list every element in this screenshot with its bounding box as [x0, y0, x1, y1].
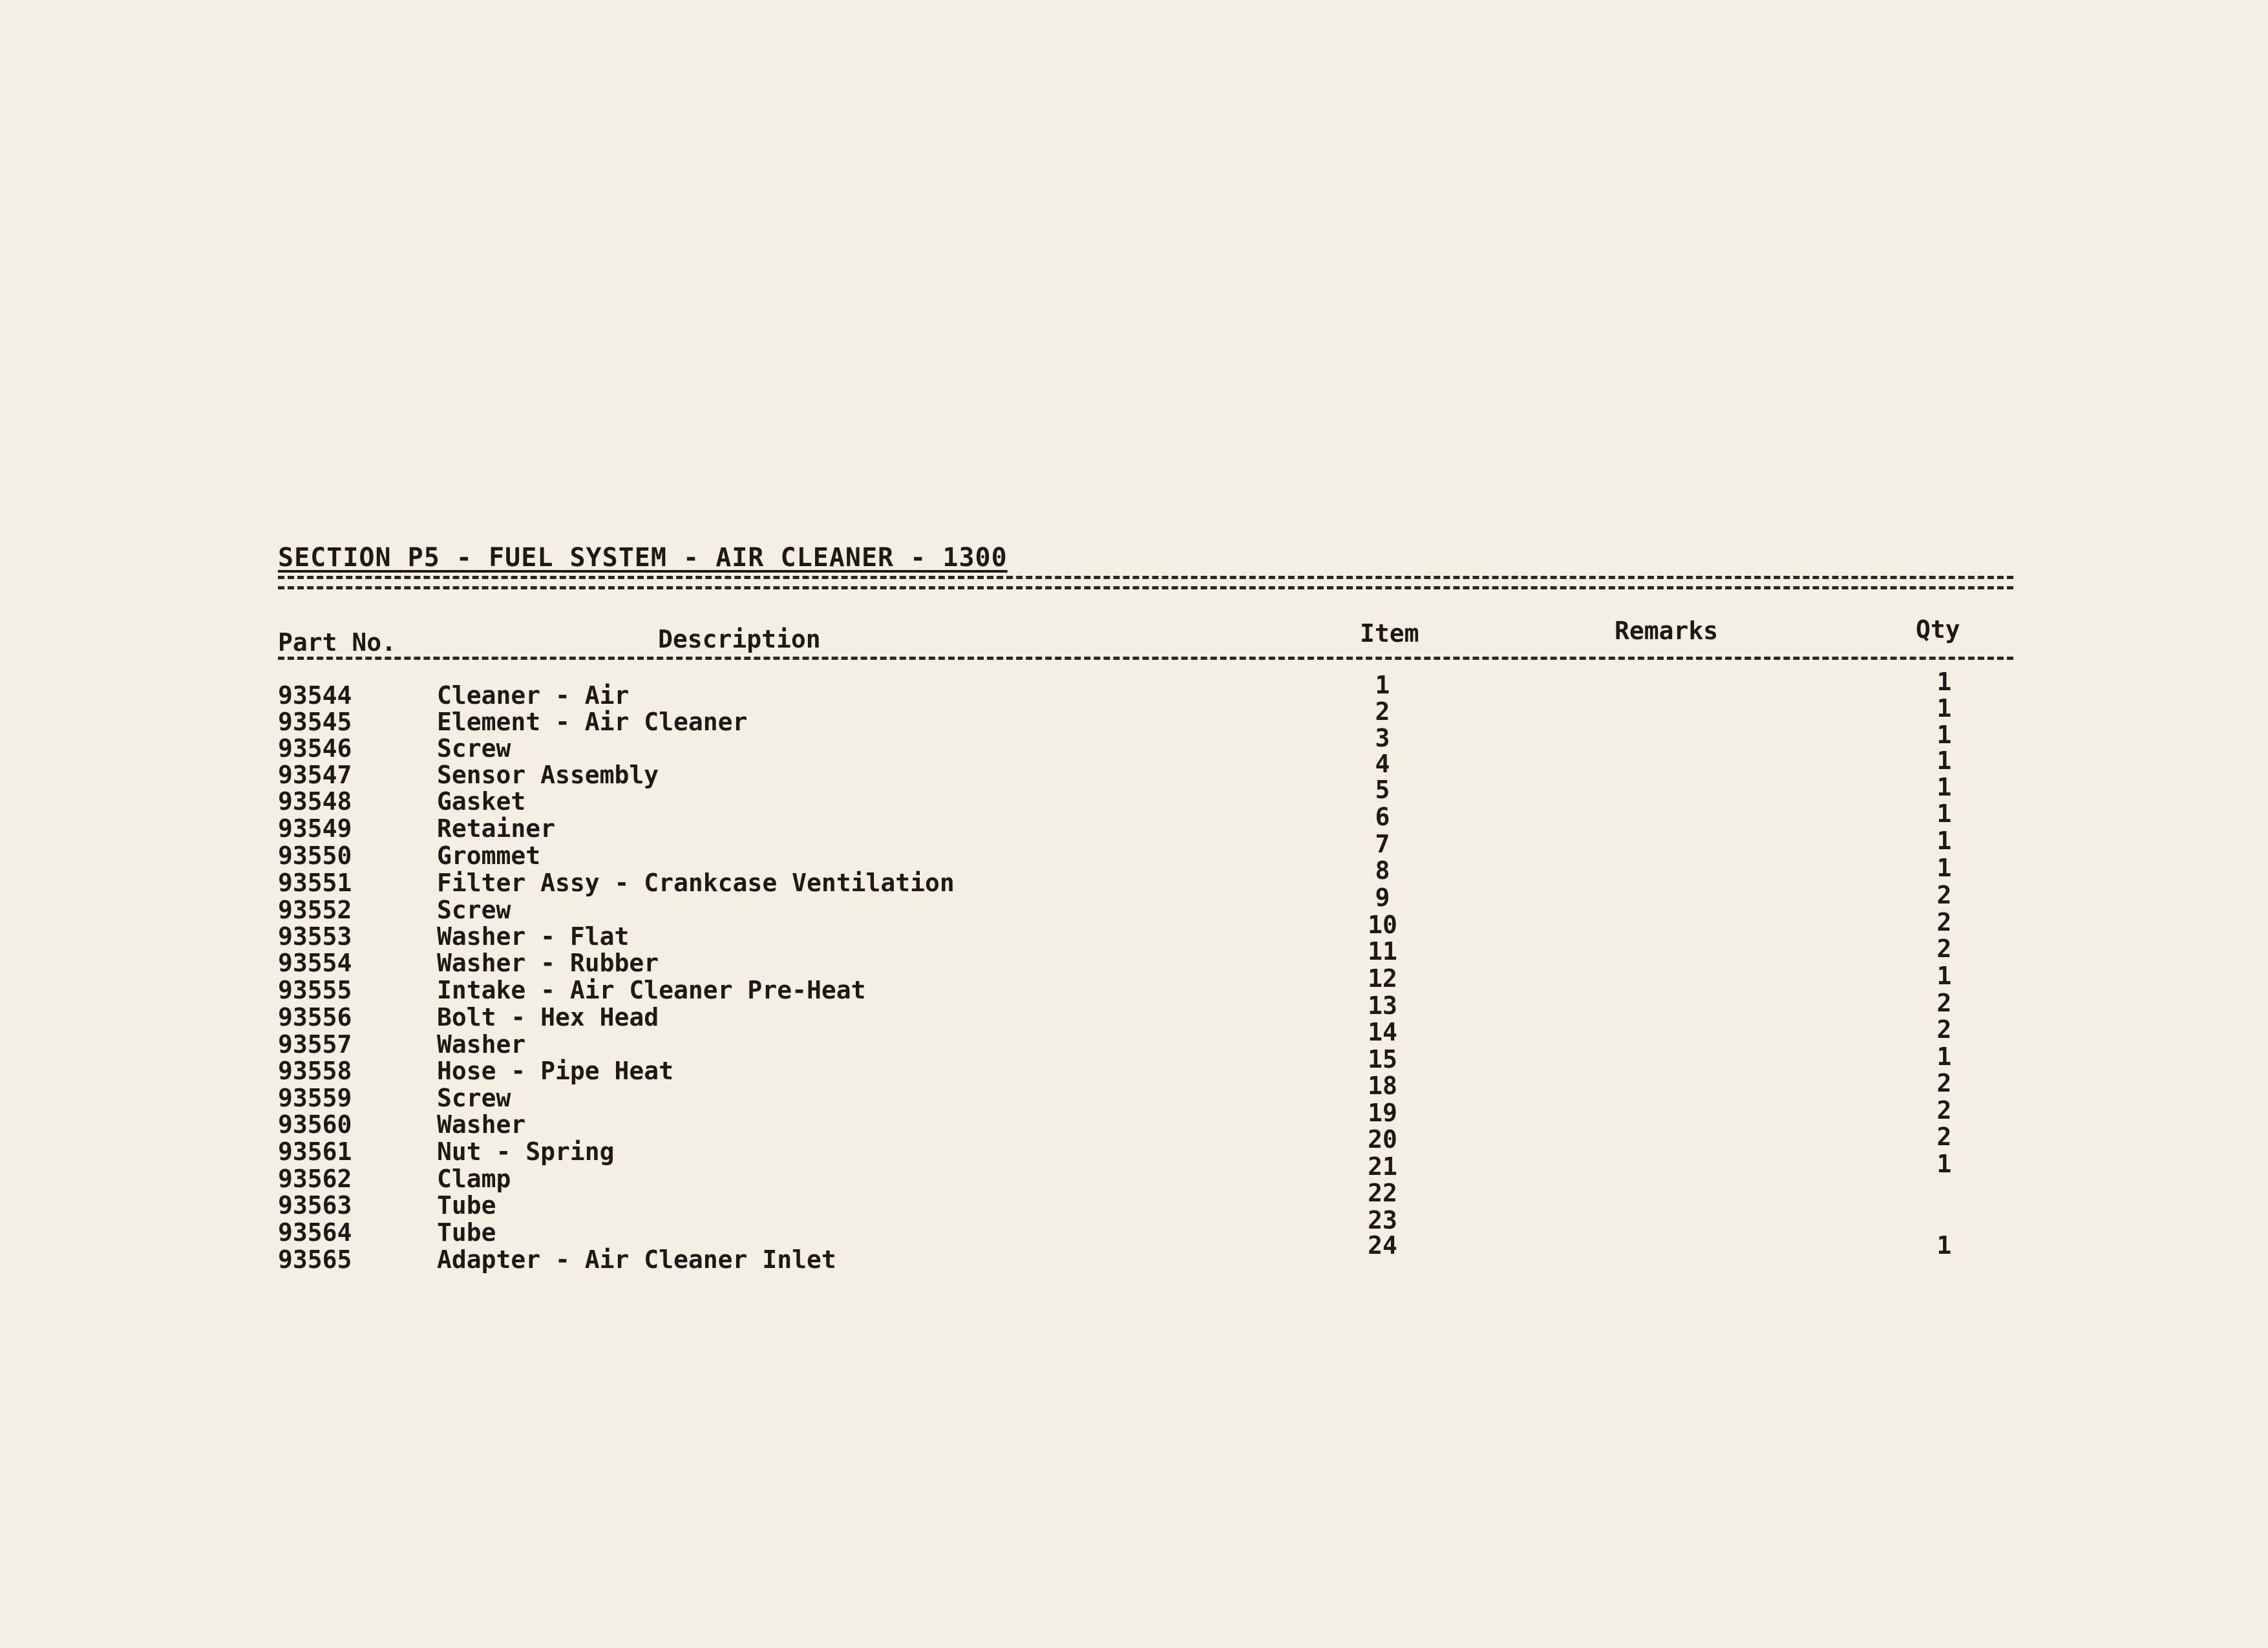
- part-description: Washer - Rubber: [437, 949, 659, 977]
- part-number: 93556: [278, 1003, 352, 1031]
- part-number: 93554: [278, 949, 352, 977]
- part-number: 93549: [278, 814, 352, 843]
- part-number: 93565: [278, 1245, 352, 1274]
- quantity: 1: [1936, 962, 1952, 990]
- part-number: 93564: [278, 1218, 352, 1247]
- quantity: 1: [1936, 827, 1952, 855]
- item-number: 5: [1375, 776, 1390, 804]
- part-number: 93552: [278, 896, 352, 924]
- part-number: 93545: [278, 708, 352, 736]
- item-number: 3: [1375, 724, 1390, 752]
- item-number: 14: [1368, 1018, 1397, 1046]
- part-description: Sensor Assembly: [437, 761, 659, 789]
- quantity: 1: [1936, 721, 1952, 749]
- quantity: 2: [1936, 1069, 1952, 1097]
- quantity: 2: [1936, 989, 1952, 1017]
- item-number: 10: [1368, 911, 1397, 939]
- part-number: 93558: [278, 1057, 352, 1085]
- item-number: 9: [1375, 883, 1390, 912]
- part-number: 93546: [278, 734, 352, 763]
- part-number: 93559: [278, 1084, 352, 1112]
- part-number: 93563: [278, 1191, 352, 1220]
- item-number: 23: [1368, 1206, 1397, 1234]
- part-number: 93561: [278, 1137, 352, 1166]
- column-header-part-no: Part No.: [278, 628, 397, 657]
- item-number: 11: [1368, 937, 1397, 966]
- item-number: 22: [1368, 1179, 1397, 1207]
- quantity: 1: [1936, 694, 1952, 723]
- item-number: 6: [1375, 803, 1390, 831]
- part-number: 93548: [278, 787, 352, 816]
- quantity: 2: [1936, 1096, 1952, 1125]
- part-number: 93553: [278, 922, 352, 951]
- part-description: Washer: [437, 1030, 526, 1059]
- part-description: Clamp: [437, 1165, 511, 1193]
- part-description: Retainer: [437, 814, 556, 843]
- part-number: 93562: [278, 1165, 352, 1193]
- item-number: 7: [1375, 830, 1390, 858]
- quantity: 2: [1936, 935, 1952, 963]
- quantity: 1: [1936, 746, 1952, 775]
- section-title: SECTION P5 - FUEL SYSTEM - AIR CLEANER - 1300: [278, 543, 1008, 573]
- column-header-item: Item: [1360, 619, 1419, 648]
- item-number: 12: [1368, 964, 1397, 993]
- column-header-description: Description: [658, 625, 821, 653]
- item-number: 8: [1375, 856, 1390, 885]
- part-description: Filter Assy - Crankcase Ventilation: [437, 869, 955, 897]
- item-number: 18: [1368, 1072, 1397, 1100]
- part-number: 93551: [278, 869, 352, 897]
- part-number: 93560: [278, 1110, 352, 1139]
- part-description: Grommet: [437, 841, 541, 870]
- part-description: Intake - Air Cleaner Pre-Heat: [437, 976, 866, 1004]
- quantity: 1: [1936, 773, 1952, 801]
- quantity: 1: [1936, 668, 1952, 696]
- quantity: 1: [1936, 1231, 1952, 1260]
- quantity: 2: [1936, 881, 1952, 909]
- quantity: 1: [1936, 799, 1952, 828]
- item-number: 4: [1375, 750, 1390, 778]
- part-description: Tube: [437, 1191, 496, 1220]
- quantity: 2: [1936, 1015, 1952, 1044]
- item-number: 2: [1375, 697, 1390, 726]
- part-description: Tube: [437, 1218, 496, 1247]
- part-description: Element - Air Cleaner: [437, 708, 748, 736]
- column-header-remarks: Remarks: [1615, 617, 1719, 645]
- part-description: Washer - Flat: [437, 922, 630, 951]
- item-number: 21: [1368, 1152, 1397, 1181]
- part-description: Washer: [437, 1110, 526, 1139]
- part-number: 93557: [278, 1030, 352, 1059]
- item-number: 1: [1375, 671, 1390, 699]
- item-number: 20: [1368, 1125, 1397, 1154]
- part-description: Adapter - Air Cleaner Inlet: [437, 1245, 836, 1274]
- part-description: Gasket: [437, 787, 526, 816]
- part-number: 93555: [278, 976, 352, 1004]
- quantity: 2: [1936, 908, 1952, 936]
- part-description: Hose - Pipe Heat: [437, 1057, 674, 1085]
- part-number: 93544: [278, 681, 352, 710]
- item-number: 19: [1368, 1099, 1397, 1127]
- part-description: Screw: [437, 896, 511, 924]
- item-number: 15: [1368, 1045, 1397, 1073]
- column-header-qty: Qty: [1916, 615, 1960, 644]
- quantity: 2: [1936, 1123, 1952, 1151]
- part-number: 93547: [278, 761, 352, 789]
- part-description: Cleaner - Air: [437, 681, 630, 710]
- part-number: 93550: [278, 841, 352, 870]
- item-number: 24: [1368, 1231, 1397, 1260]
- part-description: Nut - Spring: [437, 1137, 615, 1166]
- quantity: 1: [1936, 1042, 1952, 1071]
- item-number: 13: [1368, 991, 1397, 1020]
- quantity: 1: [1936, 854, 1952, 882]
- quantity: 1: [1936, 1150, 1952, 1178]
- part-description: Screw: [437, 1084, 511, 1112]
- part-description: Screw: [437, 734, 511, 763]
- part-description: Bolt - Hex Head: [437, 1003, 659, 1031]
